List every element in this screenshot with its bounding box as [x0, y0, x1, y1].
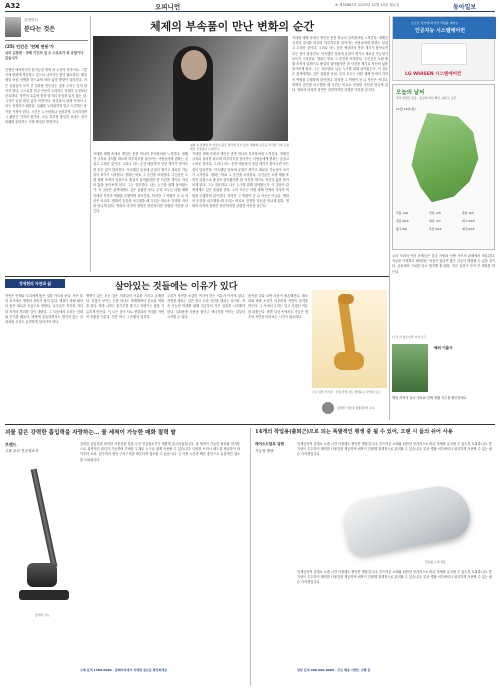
ad-top[interactable]	[392, 16, 495, 81]
column1-title: 분다는 것은	[24, 26, 56, 33]
ad-left-body: 강력한 흡입력과 편리한 사용성을 갖춘 무선 진공청소기가 새롭게 출시되었습니다. 물 세척이 가능한 필터와 먼지통으로 위생적인 관리가 가능하며 가벼운 무게로 누구나 쉽게 사용할 수 있습니다. 다양한 브러시 헤드를 제공하여 바닥부터 소파, 침구까지 집안 구석구석을 깨끗하게 청소할 수 있습니다. 긴 사용 시간과 빠른 충전으로 효율적인 청소를 도와줍니다.	[80, 442, 240, 462]
ad-right-caption: 반응형 소재 적용	[425, 560, 446, 564]
main-article-body-mid: 거대한 체제 속에서 개인은 종종 하나의 부속품처럼 느껴진다. 정해진 규칙과 질서를 따르며 하루하루를 살아가는 사람들에게 변화는 낯설고 두려운 것이다. 그러나 어느 순간 예상하지 못한 계기가 찾아오면 모든 것이 달라진다. 익숙했던 일상에 균열이 생기고 새로운 가능성이 보이기 시작한다. 영화는 바로 그 순간을 포착한다. 주인공은 오랜 세월 조직의 일원으로 충실히 살아왔지만 한 사건을 계기로 자신의 삶을 돌아보게 된다. 그는 질문한다. 나는 누구를 위해 살아왔는가. 이 질문은 관객에게도 깊은 울림을 준다. 우리 모두는 어떤 체제 안에서 각자의 역할을 수행하며 살아간다. 하지만 그 역할이 곧 나 자신은 아니다. 변화의 순간을 마주했을 때 우리는 비로소 진정한 자신과 만나게 된다. 영화의 마지막 장면은 잔잔하지만 강렬한 여운을 남긴다.	[192, 152, 289, 209]
city-seoul: 서울 -2/6	[396, 211, 408, 215]
column1-author-photo	[5, 17, 21, 37]
giraffe-head	[338, 294, 354, 304]
giraffe-illustration	[312, 290, 387, 388]
main-article-body-right: 거대한 체제 속에서 개인은 종종 하나의 부속품처럼 느껴진다. 정해진 규칙과 질서를 따르며 하루하루를 살아가는 사람들에게 변화는 낯설고 두려운 것이다. 그러나 어느 순간 예상하지 못한 계기가 찾아오면 모든 것이 달라진다. 익숙했던 일상에 균열이 생기고 새로운 가능성이 보이기 시작한다. 영화는 바로 그 순간을 포착한다. 주인공은 오랜 세월 조직의 일원으로 충실히 살아왔지만 한 사건을 계기로 자신의 삶을 돌아보게 된다. 그는 질문한다. 나는 누구를 위해 살아왔는가. 이 질문은 관객에게도 깊은 울림을 준다. 우리 모두는 어떤 체제 안에서 각자의 역할을 수행하며 살아간다. 하지만 그 역할이 곧 나 자신은 아니다. 변화의 순간을 마주했을 때 우리는 비로소 진정한 자신과 만나게 된다. 영화의 마지막 장면은 잔잔하지만 강렬한 여운을 남긴다.	[292, 36, 388, 93]
weather-date: 12월 14일(월)	[396, 107, 416, 111]
weather-subtitle: 전국 대체로 맑음 · 동남쪽 바다 해안, 제주도 오후	[396, 96, 457, 100]
weather-box	[392, 84, 495, 250]
vacuum-head	[19, 590, 69, 600]
cushion-shape	[341, 482, 474, 558]
weather-title: 오늘의 날씨	[396, 90, 425, 96]
ad-bottom-left[interactable]	[5, 428, 245, 686]
section2-side-note: 주요 대학 부서장 · 선정 관계 지도 협력하는 지역의 보도	[312, 390, 381, 394]
column1-lead: 뇌의 김동현 · 장래 기인의 일 수 스포츠가 최 유탈이다 있습니다	[5, 51, 84, 60]
section2-col1: 자연은 언제나 우리에게 많은 것을 가르쳐 준다. 작은 풀 한 포기에도 생명의 신비가 담겨 있다. 계절이 바뀔 때마다 숲은 새로운 모습으로 변한다. 나무들은 묵묵히 자리를 지키며 뿌리를 깊이 내린다. 그 모습에서 우리는 인내와 끈기를 배운다. 바람에 흔들리면서도 꺾이지 않는 갈대처럼 우리도 유연하게 살아가야 한다.	[5, 294, 83, 325]
section2-author-info: 정세헌 서울대 생명과학부 교수	[337, 406, 375, 410]
right-column-photo	[392, 344, 428, 392]
section2-author-box: 정세헌의 자연과 삶	[5, 279, 65, 288]
issue-date: ※ 제30887호 2025년 12월 14일 월요일	[335, 3, 400, 7]
right-column-body: 우리 사회의 여러 문제들은 결국 사람과 사람 사이의 관계에서 비롯된다. 서로를 이해하고 배려하는 마음이 있다면 많은 갈등이 해결될 수 있을 것이다. 공동체의 가치를 다시 생각해 볼 때다. 작은 실천이 모여 큰 변화를 만든다.	[392, 254, 495, 274]
ad-right-body-top: 인체공학적 설계로 오랜 시간 사용해도 편안한 제품입니다. 부드러운 소재와 탄탄한 지지력으로 바른 자세를 유지할 수 있도록 도와줍니다. 통기성이 우수하여 쾌적한 사용감을 제공하며 세탁이 간편해 위생적으로 관리할 수 있습니다. 일상 생활 어디에서나 편리하게 사용할 수 있는 필수 아이템입니다.	[297, 442, 492, 457]
city-daegu: 대구 0/10	[462, 219, 475, 223]
section2-rule	[5, 276, 390, 277]
section-label: 오피니언	[155, 3, 181, 11]
column1-rule	[5, 40, 88, 41]
ad-right-label: 레어스드림로 답변	[255, 442, 285, 446]
vacuum-body	[27, 563, 57, 587]
photo-figure-face	[181, 50, 207, 80]
right-column-photo-label: 해외 이름사	[434, 346, 453, 350]
ad-right-product: 기능성 방향	[255, 449, 274, 453]
main-photo	[93, 36, 288, 141]
city-daejeon: 대전 -3/7	[429, 219, 441, 223]
city-busan: 부산 3/12	[429, 227, 442, 231]
main-article-body-left: 거대한 체제 속에서 개인은 종종 하나의 부속품처럼 느껴진다. 정해진 규칙과 질서를 따르며 하루하루를 살아가는 사람들에게 변화는 낯설고 두려운 것이다. 그러나 어느 순간 예상하지 못한 계기가 찾아오면 모든 것이 달라진다. 익숙했던 일상에 균열이 생기고 새로운 가능성이 보이기 시작한다. 영화는 바로 그 순간을 포착한다. 주인공은 오랜 세월 조직의 일원으로 충실히 살아왔지만 한 사건을 계기로 자신의 삶을 돌아보게 된다. 그는 질문한다. 나는 누구를 위해 살아왔는가. 이 질문은 관객에게도 깊은 울림을 준다. 우리 모두는 어떤 체제 안에서 각자의 역할을 수행하며 살아간다. 하지만 그 역할이 곧 나 자신은 아니다. 변화의 순간을 마주했을 때 우리는 비로소 진정한 자신과 만나게 된다. 영화의 마지막 장면은 잔잔하지만 강렬한 여운을 남긴다.	[93, 152, 188, 214]
city-jeju: 제주 6/12	[462, 227, 475, 231]
section2-col2: 생명이 있는 모든 것은 저마다의 이유를 가지고 존재한다. 하찮아 보이는 곤충 하나도 생태계에서 중요한 역할을 한다. 벌과 나비는 꽃가루를 옮기고 지렁이는 흙을 기름지게 만든다. 이 모든 것이 서로 연결되어 거대한 자연의 순환을 이룬다. 인간 역시 그 순환의 일부다.	[86, 294, 164, 319]
ad-left-product: 고품 무선 진공청소기	[5, 449, 39, 453]
ad-right-contact: 상담 문의 080-000-0000 · 무료 배송 이벤트 진행 중	[297, 668, 371, 672]
ad-line1: 소소로 성가에 되어서 작업을 대까는	[411, 21, 459, 25]
ad-left-caption: 물세척 가능	[35, 613, 50, 617]
ad-left-headline: 괴물 같은 강력한 흡입력을 자랑하는… 물 세척이 가능한 매화 절력 탈	[5, 430, 176, 436]
section2-col3: 우리가 자연을 소중히 여겨야 하는 이유가 여기에 있다. 자연을 해치는 일은 결국 우리 자신을 해치는 일이다. 지속 가능한 미래를 위해 지금부터 작은 실천을 시작해야 한다. 일회용품 사용을 줄이고 에너지를 아끼는 것부터 시작할 수 있다.	[167, 294, 245, 319]
ad-left-label: 브랜드	[5, 442, 17, 447]
ad-bottom-right[interactable]	[255, 428, 495, 686]
weather-map	[401, 113, 489, 208]
giraffe-body	[334, 352, 364, 370]
giraffe-neck	[338, 298, 356, 359]
main-headline: 체제의 부속품이 만난 변화의 순간	[150, 20, 315, 33]
page-number: A32	[5, 2, 21, 10]
author-photo-small	[322, 402, 334, 414]
city-chuncheon: 춘천 -6/5	[462, 211, 474, 215]
divider-right	[389, 16, 390, 420]
bottom-rule	[5, 424, 495, 425]
ad-brand: LG WHISEN 시스템에어컨	[405, 72, 462, 77]
column1-author-tag: 김정민의	[24, 18, 38, 22]
city-gwangju: 광주 0/9	[396, 227, 407, 231]
ad-right-body-bottom: 인체공학적 설계로 오랜 시간 사용해도 편안한 제품입니다. 부드러운 소재와 탄탄한 지지력으로 바른 자세를 유지할 수 있도록 도와줍니다. 통기성이 우수하여 쾌적한 사용감을 제공하며 세탁이 간편해 위생적으로 관리할 수 있습니다. 일상 생활 어디에서나 편리하게 사용할 수 있는 필수 아이템입니다.	[297, 570, 492, 585]
vacuum-handle	[31, 468, 58, 567]
ac-unit-image	[421, 43, 467, 65]
ad-left-contact: 구매 문의 1588-0000 · 홈페이지에서 자세한 정보를 확인하세요	[80, 668, 168, 672]
photo-caption: 영화 속 장면의 한 인물이 깊은 생각에 잠겨 있다. 변화의 순간을 마주한 그의 표정에서 긴장감이 느껴진다.	[190, 143, 289, 151]
divider-bottom	[250, 428, 251, 686]
right-column-caption: 해당 지역의 날씨 정보와 함께 생활 지수를 확인하세요	[392, 396, 467, 400]
header-rule	[5, 11, 495, 12]
divider-col1	[90, 16, 91, 272]
vacuum-image	[15, 468, 75, 608]
city-incheon: 인천 -1/5	[429, 211, 441, 215]
section2-headline: 살아있는 것들에는 이유가 있다	[115, 282, 238, 292]
city-gangneung: 강릉 2/10	[396, 219, 409, 223]
column1-body: 인생은 예측하기가 불가능한 영역 과 도전의 연속이다. 그렇기에 변화에 적응하고 앞으로 나아가는 힘이 필요하다. 매일매일 어떤 선택을 하느냐에 따라 삶의 방향이 달라진다. 작은 습관들이 모여 큰 결과를 만든다는 것을 우리는 잊지 말아야 한다. 스스로를 믿고 꾸준히 노력하는 자세가 무엇보다 중요하다. 자연의 흐름에 몸을 맡기되 중심을 잃지 않는 것, 그것이 균형 잡힌 삶의 비결이다. 타인과의 관계 속에서 우리는 성장하고 배운다. 실패를 두려워하지 말고 도전하는 용기를 가져야 한다. 시간은 누구에게나 공평하게 주어지지만 그 활용은 각자의 몫이다. 오늘 하루를 충실히 보내는 것이 미래를 준비하는 가장 확실한 방법이다.	[5, 68, 87, 125]
ad-line2: 인공지능 시스템에어컨	[415, 28, 466, 34]
cushion-image	[345, 480, 475, 560]
section2-col4: 숲속을 걷다 보면 마음이 평온해진다. 새소리와 바람 소리가 어우러져 자연의 음악을 만든다. 그 속에서 우리는 잊고 지냈던 여유를 되찾는다. 바쁜 일상 속에서도 가끔은 멈추어 자연을 바라보는 시간이 필요하다.	[248, 294, 308, 319]
brand-logo: 동아일보	[453, 4, 477, 11]
right-column-byline: 이 성 서 정오이라 기자 소고	[392, 335, 427, 339]
column1-subtitle: (25) 인간은 '연체 연동'가	[5, 44, 54, 49]
ad-right-headline: 14개의 작업용(출퇴근)으로 되는 폭발적인 평생 중 될 수 있어, 오랜 시 들의 쉬어 사용	[255, 429, 453, 435]
